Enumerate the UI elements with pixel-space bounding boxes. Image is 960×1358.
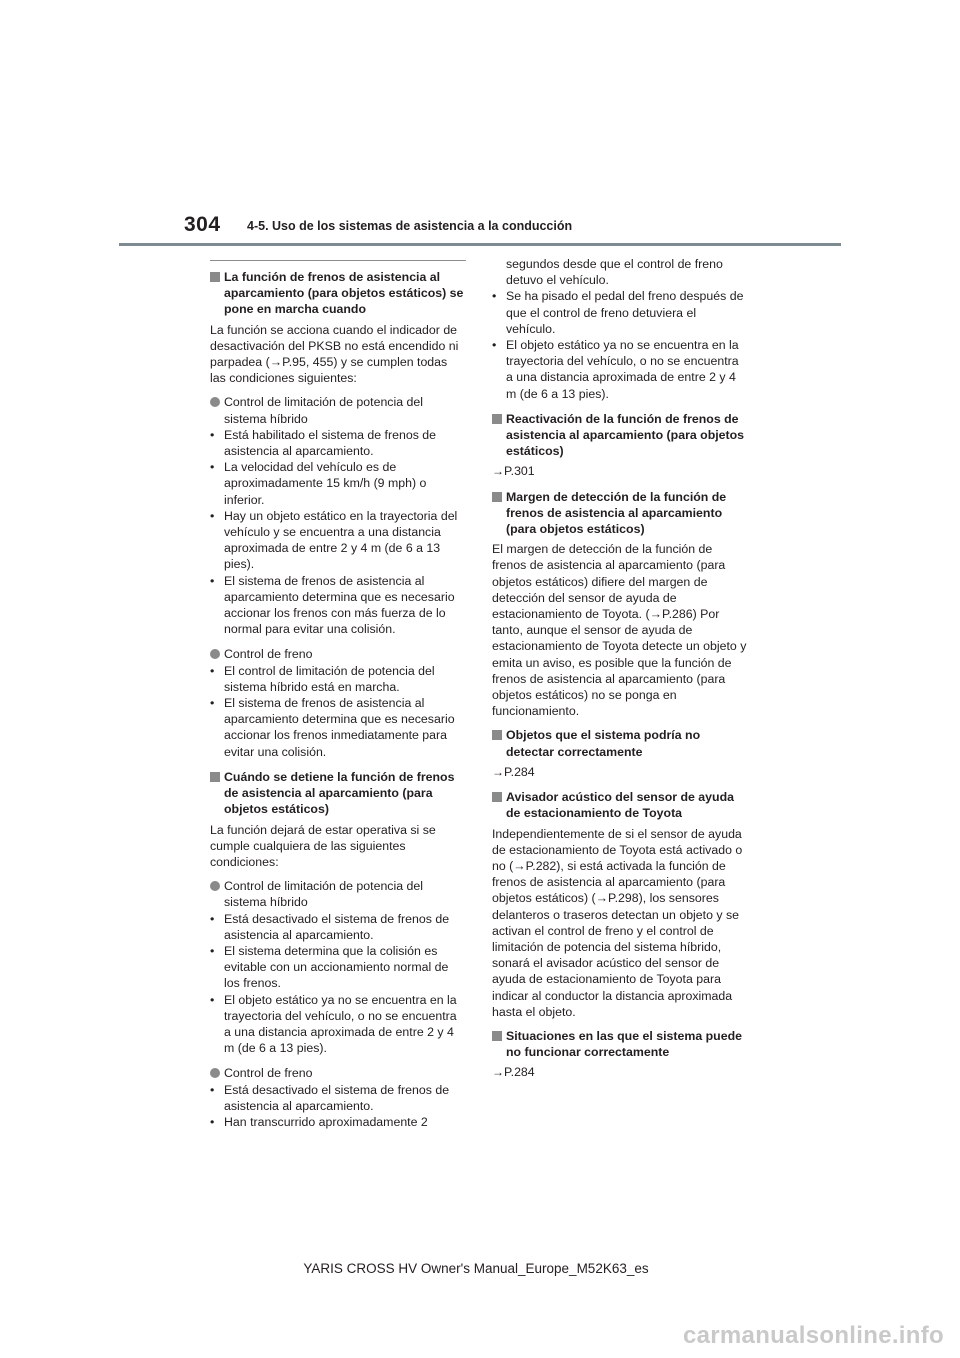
list-item: • Se ha pisado el pedal del freno después de que el control de freno detuviera el vehículo. — [492, 289, 744, 336]
list-item: • El objeto estático ya no se encuentra en la trayectoria del vehículo, o no se encuentra a una distancia aproximada de entre 2 y 4 m (de 6 a 13 pies). — [492, 338, 739, 401]
page-footer — [0, 1261, 960, 1276]
left-column — [210, 256, 466, 1139]
list-item: • El sistema determina que la colisión es evitable con un accionamiento normal de los frenos. — [210, 943, 449, 991]
arrow-icon: → — [513, 858, 526, 873]
heading-deactivation — [210, 769, 466, 818]
square-bullet-icon — [210, 272, 220, 282]
circle-bullet-icon — [210, 397, 220, 407]
heading-buzzer — [492, 789, 748, 821]
list-item: • El objeto estático ya no se encuentra en la trayectoria del vehículo, o no se encuentra a una distancia aproximada de entre 2 y 4 m (de 6 a 13 pies). — [210, 992, 457, 1056]
square-bullet-icon — [210, 772, 220, 782]
heading-text: Cuándo se detiene la función de frenos de asistencia al aparcamiento (para objetos estáticos) — [224, 769, 455, 817]
list-item: • Hay un objeto estático en la trayectoria del vehículo y se encuentra a una distancia aproximada de entre 2 y 4 m (de 6 a 13 pies). — [210, 508, 458, 572]
right-column — [492, 256, 748, 1090]
arrow-icon: → — [595, 891, 608, 906]
page-reference[interactable]: →P.301 — [492, 464, 535, 479]
header-divider — [119, 243, 841, 246]
heading-activation — [210, 269, 466, 318]
heading-text: La función de frenos de asistencia al aparcamiento (para objetos estáticos) se pone en marcha cuando — [224, 270, 464, 317]
condition-continuation — [492, 256, 748, 402]
list-item: • La velocidad del vehículo es de aproximadamente 15 km/h (9 mph) o inferior. — [210, 460, 427, 507]
list-item: • Está desactivado el sistema de frenos de asistencia al aparcamiento. — [210, 1082, 450, 1113]
condition-group — [210, 878, 466, 1056]
heading-text: Objetos que el sistema podría no detectar correctamente — [506, 728, 701, 759]
heading-text: Situaciones en las que el sistema puede no funcionar correctamente — [506, 1028, 742, 1060]
condition-group — [210, 1065, 466, 1130]
continued-text: segundos desde que el control de freno detuvo el vehículo. — [506, 257, 723, 288]
list-item: • El sistema de frenos de asistencia al aparcamiento determina que es necesario accionar los frenos inmediatamente para evitar una colisión. — [210, 696, 455, 759]
list-item: • El sistema de frenos de asistencia al aparcamiento determina que es necesario accionar los frenos con más fuerza de lo normal para evitar una colisión. — [210, 573, 455, 637]
list-item: • Está habilitado el sistema de frenos de asistencia al aparcamiento. — [210, 427, 437, 459]
heading-malfunction — [492, 1028, 748, 1060]
page-reference[interactable]: →P.284 — [492, 1065, 535, 1080]
circle-bullet-icon — [210, 1068, 220, 1078]
arrow-icon: → — [492, 764, 504, 779]
paragraph: Independientemente de si el sensor de ayuda de estacionamiento de Toyota está activado o no (→P.282), si está activada la función de frenos de asistencia al aparcamiento (para objetos estáticos) (→P.298), los sensores delanteros o traseros detectan un objeto y se activan el control de freno y el control de limitación de potencia del sistema híbrido, sonará el avisador acústico del sensor de ayuda de estacionamiento de Toyota para indicar al conductor la distancia aproximada hasta el objeto. — [492, 826, 743, 1019]
square-bullet-icon — [492, 492, 502, 502]
bullet-list — [210, 911, 466, 1057]
bullet-list — [492, 288, 748, 401]
paragraph: La función se acciona cuando el indicador de desactivación del PKSB no está encendido ni parpadea (→P.95, 455) y se cumplen todas las condiciones siguientes: — [210, 322, 459, 386]
column-divider — [210, 260, 466, 261]
paragraph: La función dejará de estar operativa si se cumple cualquiera de las siguientes condiciones: — [210, 822, 436, 869]
page-header — [0, 0, 960, 250]
paragraph: El margen de detección de la función de frenos de asistencia al aparcamiento (para objetos estáticos) difiere del margen de detección del sensor de ayuda de estacionamiento de Toyota. (→P.286) Por tanto, aunque el sensor de ayuda de estacionamiento de Toyota detecte un objeto y emita un aviso, es posible que la función de frenos de asistencia al aparcamiento (para objetos estáticos) no se ponga en funcionamiento. — [492, 542, 747, 719]
square-bullet-icon — [492, 414, 502, 424]
page-reference[interactable]: P.282 — [525, 858, 557, 873]
bullet-list — [210, 1082, 466, 1131]
condition-group — [210, 646, 466, 759]
manual-identifier: YARIS CROSS HV Owner's Manual_Europe_M52K63_es — [303, 1261, 649, 1276]
page-reference[interactable]: →P.284 — [492, 764, 535, 779]
arrow-icon: → — [269, 355, 283, 370]
arrow-icon: → — [649, 607, 662, 622]
heading-reactivation — [492, 411, 748, 460]
heading-text: Margen de detección de la función de frenos de asistencia al aparcamiento (para objetos estáticos) — [506, 489, 727, 537]
heading-detection-range — [492, 489, 748, 538]
circle-bullet-icon — [210, 881, 220, 891]
subheading: Control de limitación de potencia del sistema híbrido — [210, 394, 466, 426]
section-title: 4-5. Uso de los sistemas de asistencia a la conducción — [247, 219, 573, 233]
list-item: • Está desactivado el sistema de frenos de asistencia al aparcamiento. — [210, 911, 450, 942]
bullet-list — [210, 427, 466, 638]
square-bullet-icon — [492, 730, 502, 740]
watermark-logo: carmanualsonline.info — [682, 1322, 944, 1349]
arrow-icon: → — [492, 464, 504, 479]
square-bullet-icon — [492, 792, 502, 802]
list-item: • El control de limitación de potencia del sistema híbrido está en marcha. — [210, 663, 435, 694]
circle-bullet-icon — [210, 649, 220, 659]
square-bullet-icon — [492, 1031, 502, 1041]
page-reference[interactable]: P.298 — [607, 891, 639, 906]
list-item: • Han transcurrido aproximadamente 2 — [210, 1114, 428, 1129]
page-reference[interactable]: P.286 — [661, 607, 693, 622]
page-reference[interactable]: P.95, 455) y se cumplen todas las condiciones siguientes: — [210, 355, 448, 386]
page-number: 304 — [184, 213, 221, 236]
subheading: Control de limitación de potencia del sistema híbrido — [210, 878, 466, 910]
condition-group — [210, 394, 466, 637]
heading-text: Reactivación de la función de frenos de asistencia al aparcamiento (para objetos estáticos) — [506, 411, 745, 459]
bullet-list — [210, 663, 466, 760]
heading-undetected-objects — [492, 727, 748, 759]
subheading: Control de freno — [210, 646, 466, 662]
subheading: Control de freno — [210, 1065, 466, 1081]
arrow-icon: → — [492, 1065, 504, 1080]
heading-text: Avisador acústico del sensor de ayuda de estacionamiento de Toyota — [506, 790, 734, 821]
